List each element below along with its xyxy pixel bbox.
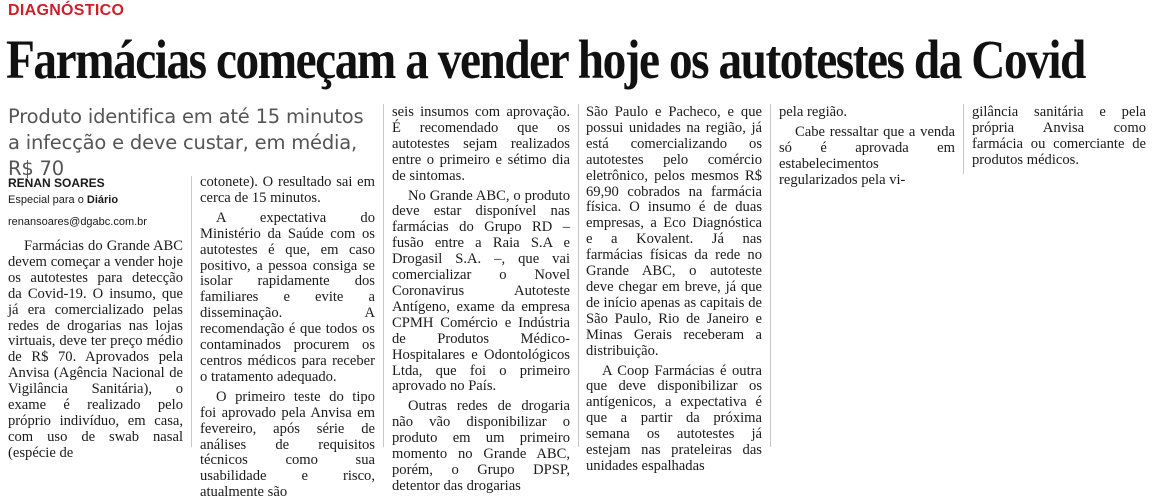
- column-divider: [191, 176, 192, 447]
- paragraph: A Coop Farmácias é outra que deve disponibilizar os antígenicos, a expectativa é que a partir da próxima semana os autotestes já estejam nas prateleiras das unidades espalhadas: [586, 362, 762, 474]
- section-label: DIAGNÓSTICO: [8, 2, 125, 19]
- article-column-2: [200, 174, 375, 501]
- column-divider: [578, 104, 579, 447]
- paragraph: Outras redes de drogaria não vão disponibilizar o produto em um primeiro momento no Grande ABC, porém, o Grupo DPSP, detentor das drogarias: [392, 398, 570, 494]
- author-name: RENAN SOARES: [8, 176, 105, 190]
- byline: [8, 176, 188, 230]
- article-column-1: [8, 238, 183, 461]
- column-divider: [963, 104, 964, 174]
- author-email[interactable]: renansoares@dgabc.com.br: [8, 216, 147, 228]
- column-divider: [770, 104, 771, 447]
- paragraph: gilância sanitária e pela própria Anvisa como farmácia ou comerciante de produtos médicos.: [972, 104, 1146, 168]
- article-column-6: [972, 105, 1146, 205]
- paragraph: Cabe ressaltar que a venda só é aprovada em estabelecimentos regularizados pela vi-: [779, 123, 955, 188]
- column-divider: [383, 104, 384, 447]
- paragraph: São Paulo e Pacheco, e que possui unidades na região, já está comercializando os autotestes pelo comércio eletrônico, pelos mesmos R$ 69,90 cobrados na farmácia física. O insumo é de duas empresas, a Eco Diagnóstica e a Kovalent. Já nas farmácias físicas da rede no Grande ABC, o autoteste deve chegar em breve, já que de início apenas as capitais de São Paulo, Rio de Janeiro e Minas Gerais receberam a distribuição.: [586, 104, 762, 359]
- paragraph: No Grande ABC, o produto deve estar disponível nas farmácias do Grupo RD – fusão entre a Raia S.A e Drogasil S.A. –, que vai comercializar o Novel Coronavirus Autoteste Antígeno, exame da empresa CPMH Comércio e Indústria de Produtos Médico-Hospitalares e Odontológicos Ltda, que foi o primeiro aprovado no País.: [392, 187, 570, 395]
- subheadline: Produto identifica em até 15 minutos a infecção e deve custar, em média, R$ 70: [8, 105, 364, 180]
- headline: Farmácias começam a vender hoje os autotestes da Covid: [6, 29, 1085, 90]
- paragraph: seis insumos com aprovação. É recomendado que os autotestes sejam realizados entre o primeiro e sétimo dia de sintomas.: [392, 104, 570, 184]
- article-column-3: [392, 104, 570, 494]
- paragraph: pela região.: [779, 104, 848, 120]
- author-role-prefix: Especial para o: [8, 194, 87, 206]
- paragraph: cotonete). O resultado sai em cerca de 15 minutos.: [200, 174, 375, 206]
- paragraph: O primeiro teste do tipo foi aprovado pela Anvisa em fevereiro, após série de análises de requisitos técnicos como sua usabilidade e risco, atualmente são: [200, 388, 375, 501]
- article-column-5: [779, 105, 955, 205]
- article-column-4: [586, 104, 762, 474]
- paragraph: A expectativa do Ministério da Saúde com os autotestes é que, em caso positivo, a pessoa consiga se isolar rapidamente dos familiares e evite a disseminação. A recomendação é que todos os contaminados procurem os centros médicos para receber o tratamento adequado.: [200, 209, 375, 385]
- outlet-name: Diário: [86, 194, 119, 206]
- author-role: [8, 192, 188, 208]
- paragraph: Farmácias do Grande ABC devem começar a vender hoje os autotestes para detecção da Covid-19. O insumo, que já era comercializado pelas redes de drogarias nas lojas virtuais, deve ter preço médio de R$ 70. Aprovados pela Anvisa (Agência Nacional de Vigilância Sanitária), o exame é realizado pelo próprio indivíduo, em casa, com uso de swab nasal (espécie de: [8, 238, 183, 461]
